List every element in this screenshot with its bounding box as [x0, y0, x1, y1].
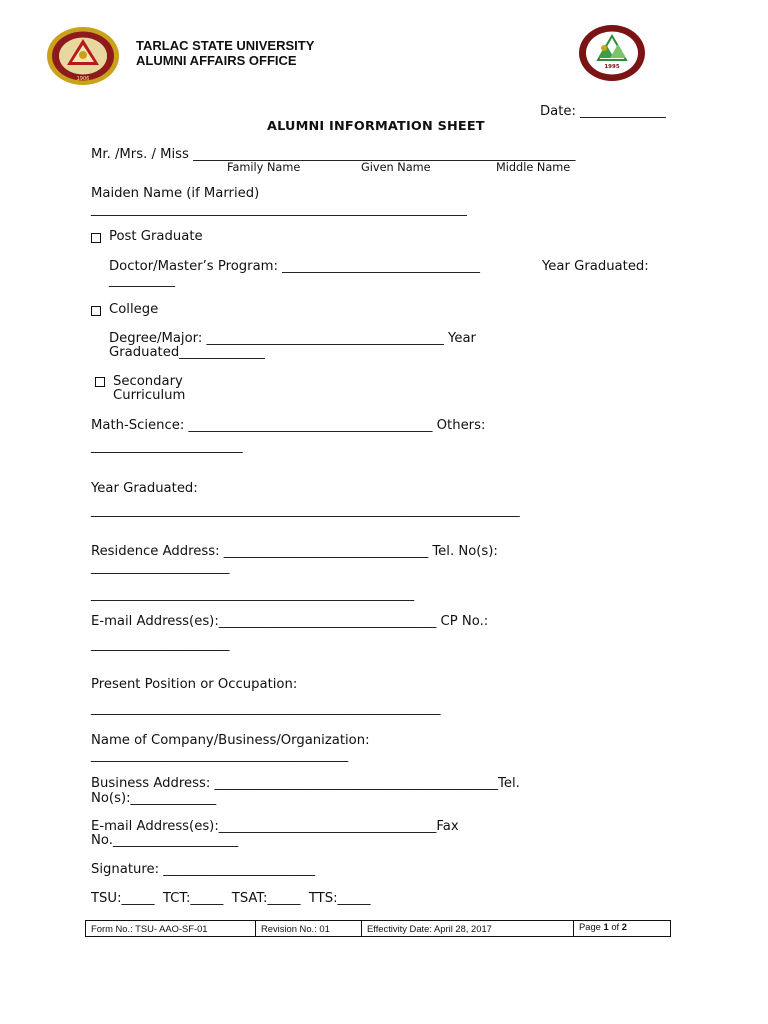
secondary-year-field[interactable]: _________________________________________________________________ — [91, 503, 520, 518]
business-tel-field[interactable]: No(s):_____________ — [91, 791, 217, 806]
college-graduated-field[interactable]: Graduated_____________ — [109, 345, 265, 360]
name-field[interactable]: Mr. /Mrs. / Miss __________________________________________________________ — [91, 147, 576, 162]
page-total: 2 — [621, 921, 627, 932]
curriculum-label: Curriculum — [113, 388, 186, 403]
tel-field[interactable]: _____________________ — [91, 560, 230, 575]
university-name: TARLAC STATE UNIVERSITY — [136, 38, 315, 53]
date-field[interactable]: Date: _____________ — [540, 104, 666, 119]
email-field[interactable]: E-mail Address(es):_________________________________ CP No.: — [91, 614, 489, 629]
signature-field[interactable]: Signature: _______________________ — [91, 862, 315, 877]
college-label: College — [109, 302, 159, 317]
year-graduated-field[interactable]: __________ — [109, 273, 175, 288]
footer-table — [85, 920, 671, 937]
tsu-seal-icon — [46, 26, 120, 86]
effectivity-date: Effectivity Date: April 28, 2017 — [362, 921, 574, 936]
college-checkbox[interactable] — [91, 306, 101, 316]
revision-number: Revision No.: 01 — [256, 921, 362, 936]
fax-field[interactable]: No.___________________ — [91, 833, 239, 848]
page-of: of — [608, 921, 622, 932]
page-indicator — [574, 921, 670, 936]
cp-field[interactable]: _____________________ — [91, 637, 230, 652]
business-address-field[interactable]: Business Address: ___________________________________________Tel. — [91, 776, 520, 791]
position-label: Present Position or Occupation: — [91, 677, 298, 692]
family-name-label: Family Name — [227, 161, 301, 174]
degree-field[interactable]: Degree/Major: ____________________________________ Year — [109, 331, 476, 346]
office-name: ALUMNI AFFAIRS OFFICE — [136, 53, 297, 68]
left-seal-year: 1906 — [76, 76, 90, 82]
form-number: Form No.: TSU- AAO-SF-01 — [86, 921, 256, 936]
program-field[interactable]: Doctor/Master’s Program: ______________________________ — [109, 259, 480, 274]
post-graduate-label: Post Graduate — [109, 229, 203, 244]
math-science-field[interactable]: Math-Science: _____________________________________ Others: — [91, 418, 486, 433]
business-email-field[interactable]: E-mail Address(es):_________________________________Fax — [91, 819, 459, 834]
company-field[interactable]: _______________________________________ — [91, 748, 349, 763]
position-field[interactable]: _____________________________________________________ — [91, 701, 441, 716]
secondary-year-label: Year Graduated: — [91, 481, 198, 496]
year-graduated-label: Year Graduated: — [542, 259, 649, 274]
middle-name-label: Middle Name — [496, 161, 571, 174]
page-current: 1 — [603, 921, 609, 932]
company-label: Name of Company/Business/Organization: — [91, 733, 370, 748]
page-prefix: Page — [579, 921, 604, 932]
residence-address-line2[interactable]: _________________________________________________ — [91, 587, 415, 602]
maiden-name-label: Maiden Name (if Married) — [91, 186, 260, 201]
secondary-label: Secondary — [113, 374, 183, 389]
maiden-name-field[interactable]: _________________________________________________________ — [91, 202, 467, 217]
alumni-affairs-seal-icon — [578, 24, 646, 82]
secondary-checkbox[interactable] — [95, 377, 105, 387]
residence-address-field[interactable]: Residence Address: _______________________________ Tel. No(s): — [91, 544, 498, 559]
given-name-label: Given Name — [361, 161, 431, 174]
right-seal-year: 1995 — [604, 64, 620, 70]
others-field[interactable]: _______________________ — [91, 439, 243, 454]
form-title: ALUMNI INFORMATION SHEET — [267, 119, 485, 134]
campus-codes-field[interactable]: TSU:_____ TCT:_____ TSAT:_____ TTS:_____ — [91, 891, 371, 906]
post-graduate-checkbox[interactable] — [91, 233, 101, 243]
